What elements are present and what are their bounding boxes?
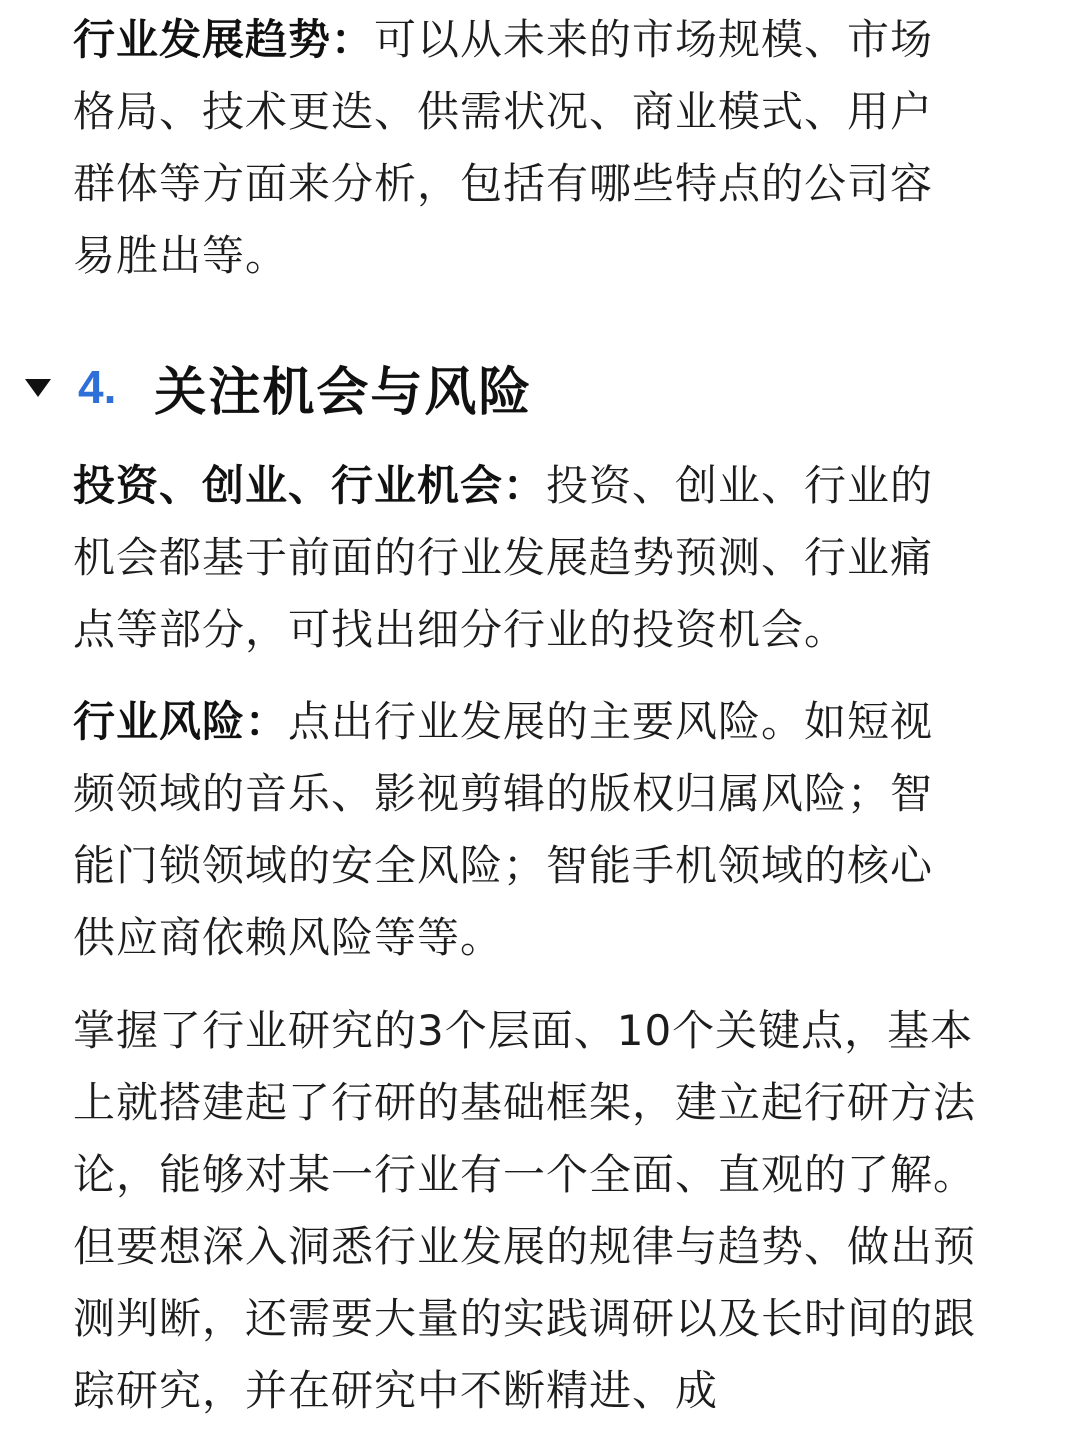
trend-label: 行业发展趋势： xyxy=(73,15,375,64)
conclusion-paragraph: 掌握了行业研究的3个层面、10个关键点，基本上就搭建起了行研的基础框架，建立起行研方法论，能够对某一行业有一个全面、直观的了解。但要想深入洞悉行业发展的规律与趋势、做出预测判断，还需要大量的实践调研以及长时间的跟踪研究，并在研究中不断精进、成 xyxy=(73,1006,977,1415)
trend-paragraph xyxy=(73,4,973,292)
risk-paragraph xyxy=(73,686,973,974)
risk-label: 行业风险： xyxy=(73,697,289,746)
section-title: 关注机会与风险 xyxy=(154,362,533,423)
trend-text: 可以从未来的市场规模、市场格局、技术更迭、供需状况、商业模式、用户群体等方面来分析，包括有哪些特点的公司容易胜出等。 xyxy=(73,15,934,280)
caret-down-icon[interactable] xyxy=(25,379,51,397)
risk-text: 点出行业发展的主要风险。如短视频领域的音乐、影视剪辑的版权归属风险；智能门锁领域的安全风险；智能手机领域的核心供应商依赖风险等等。 xyxy=(73,697,934,962)
opportunity-text: 投资、创业、行业的机会都基于前面的行业发展趋势预测、行业痛点等部分，可找出细分行业的投资机会。 xyxy=(73,461,934,654)
opportunity-paragraph xyxy=(73,450,973,666)
section-heading[interactable] xyxy=(25,347,532,427)
section-number: 4. xyxy=(78,361,117,413)
opportunity-label: 投资、创业、行业机会： xyxy=(73,461,547,510)
